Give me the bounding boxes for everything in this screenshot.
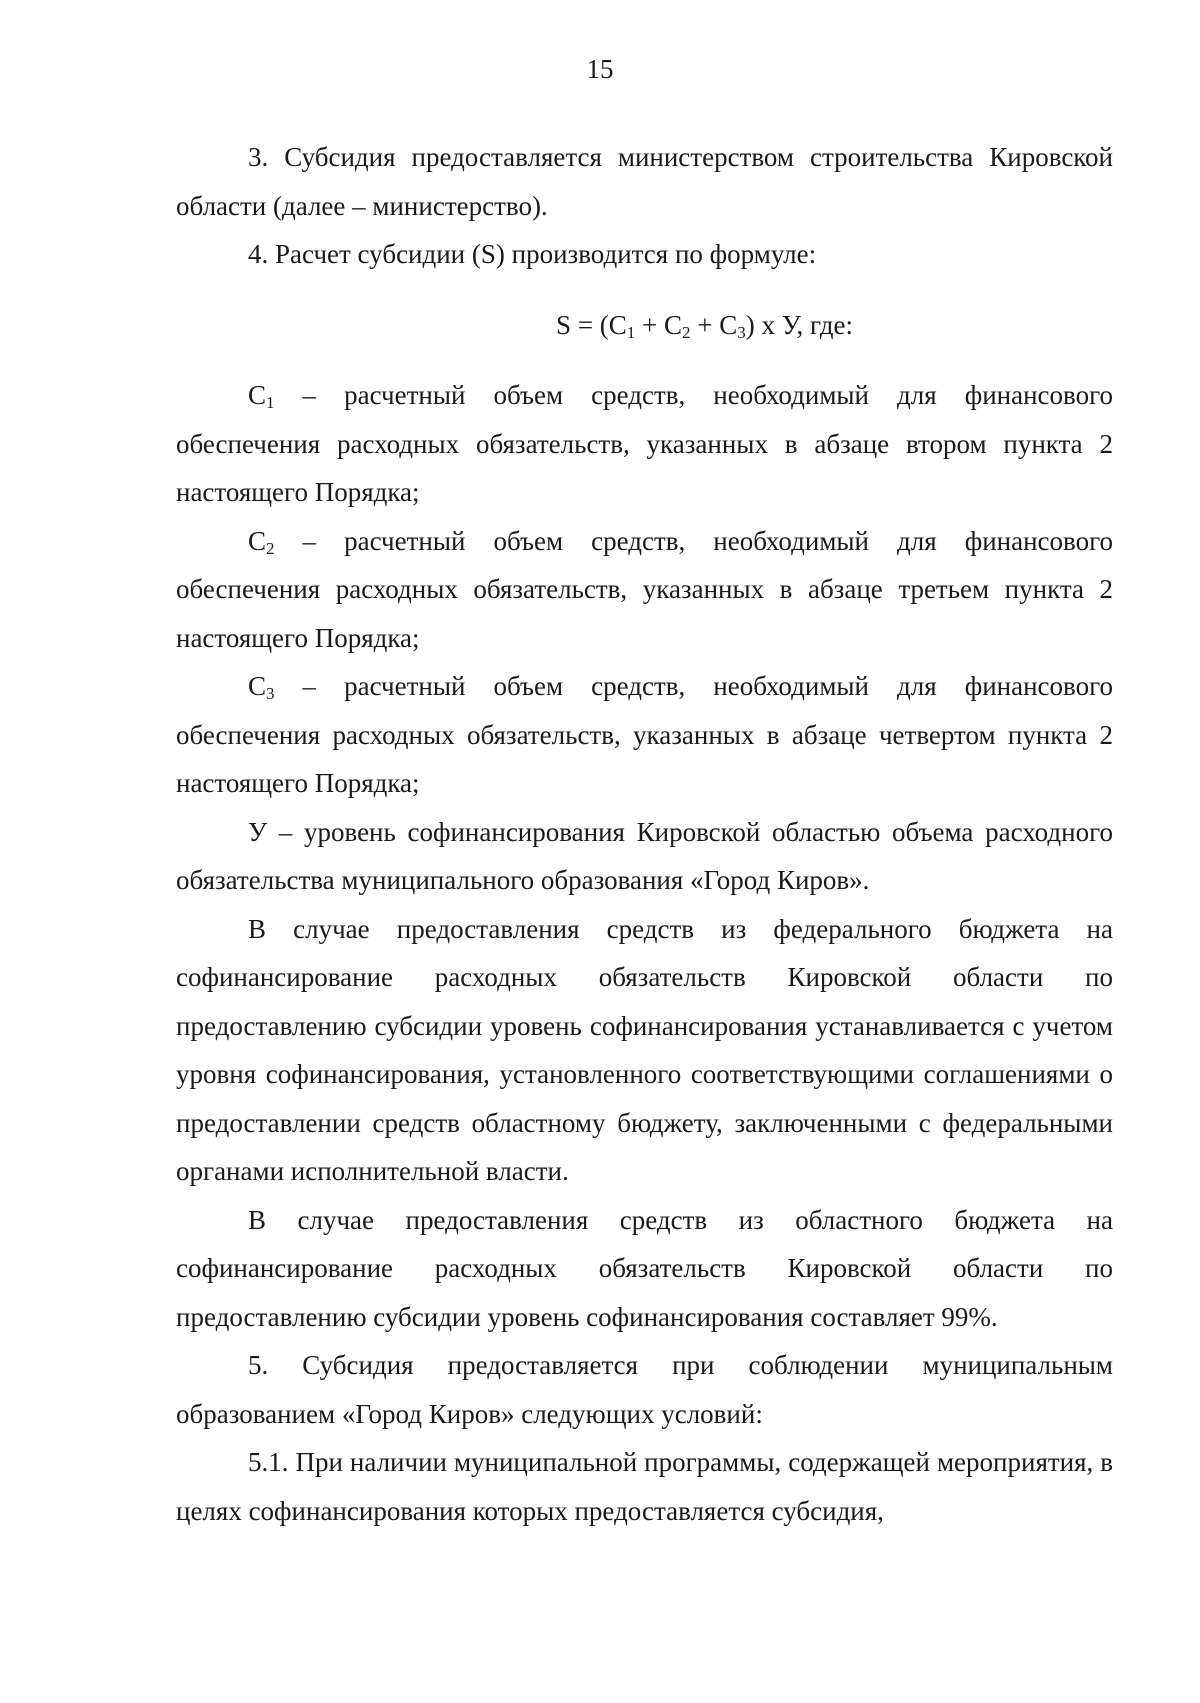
formula-sub-2: 2 xyxy=(682,322,691,342)
formula-sub-3: 3 xyxy=(737,322,746,342)
formula-plus-2: + C xyxy=(690,309,738,340)
paragraph-4: 4. Расчет субсидии (S) производится по формуле: xyxy=(248,239,817,269)
c3-subscript: 3 xyxy=(266,684,275,703)
c1-text: – расчетный объем средств, необходимый для финансового обеспечения расходных обязательств, указанных в абзаце втором пункта 2 настоящего Порядка; xyxy=(176,380,1113,507)
paragraph-5-1: 5.1. При наличии муниципальной программы, содержащей мероприятия, в целях софинансирования которых предоставляется субсидия, xyxy=(176,1447,1113,1526)
definition-u: У – уровень софинансирования Кировской областью объема расходного обязательства муниципального образования «Город Киров». xyxy=(176,816,1113,895)
formula-rhs: ) х У, где: xyxy=(745,309,853,340)
paragraph-regional-budget: В случае предоставления средств из областного бюджета на софинансирование расходных обязательств Кировской области по предоставлению субсидии уровень софинансирования составляет 99%. xyxy=(176,1204,1113,1332)
definition-c2 xyxy=(176,517,1113,663)
paragraph-5: 5. Субсидия предоставляется при соблюдении муниципальным образованием «Город Киров» следующих условий: xyxy=(176,1350,1113,1429)
c2-text: – расчетный объем средств, необходимый для финансового обеспечения расходных обязательств, указанных в абзаце третьем пункта 2 настоящего Порядка; xyxy=(176,525,1113,653)
c1-symbol: C xyxy=(248,380,267,410)
formula-sub-1: 1 xyxy=(626,322,636,342)
definition-c1 xyxy=(176,371,1113,517)
paragraph-3: 3. Субсидия предоставляется министерством строительства Кировской области (далее – министерство). xyxy=(176,142,1113,221)
page-number: 15 xyxy=(586,54,614,84)
c3-symbol: C xyxy=(248,671,267,701)
document-body xyxy=(176,133,1113,1535)
c3-text: – расчетный объем средств, необходимый для финансового обеспечения расходных обязательств, указанных в абзаце четвертом пункта 2 настоящего Порядка; xyxy=(176,671,1113,798)
subsidy-formula xyxy=(176,301,1113,350)
formula-plus-1: + C xyxy=(635,309,683,340)
c2-symbol: C xyxy=(248,525,267,556)
c1-subscript: 1 xyxy=(266,393,275,412)
paragraph-federal-budget: В случае предоставления средств из федерального бюджета на софинансирование расходных обязательств Кировской области по предоставлению субсидии уровень софинансирования устанавливается с учетом уровня софинансирования, установленного соответствующими соглашениями о предоставлении средств областному бюджету, заключенными с федеральными органами исполнительной власти. xyxy=(176,913,1113,1186)
c2-subscript: 2 xyxy=(266,538,275,558)
formula-lhs: S = (C xyxy=(556,309,627,340)
definition-c3 xyxy=(176,662,1113,808)
